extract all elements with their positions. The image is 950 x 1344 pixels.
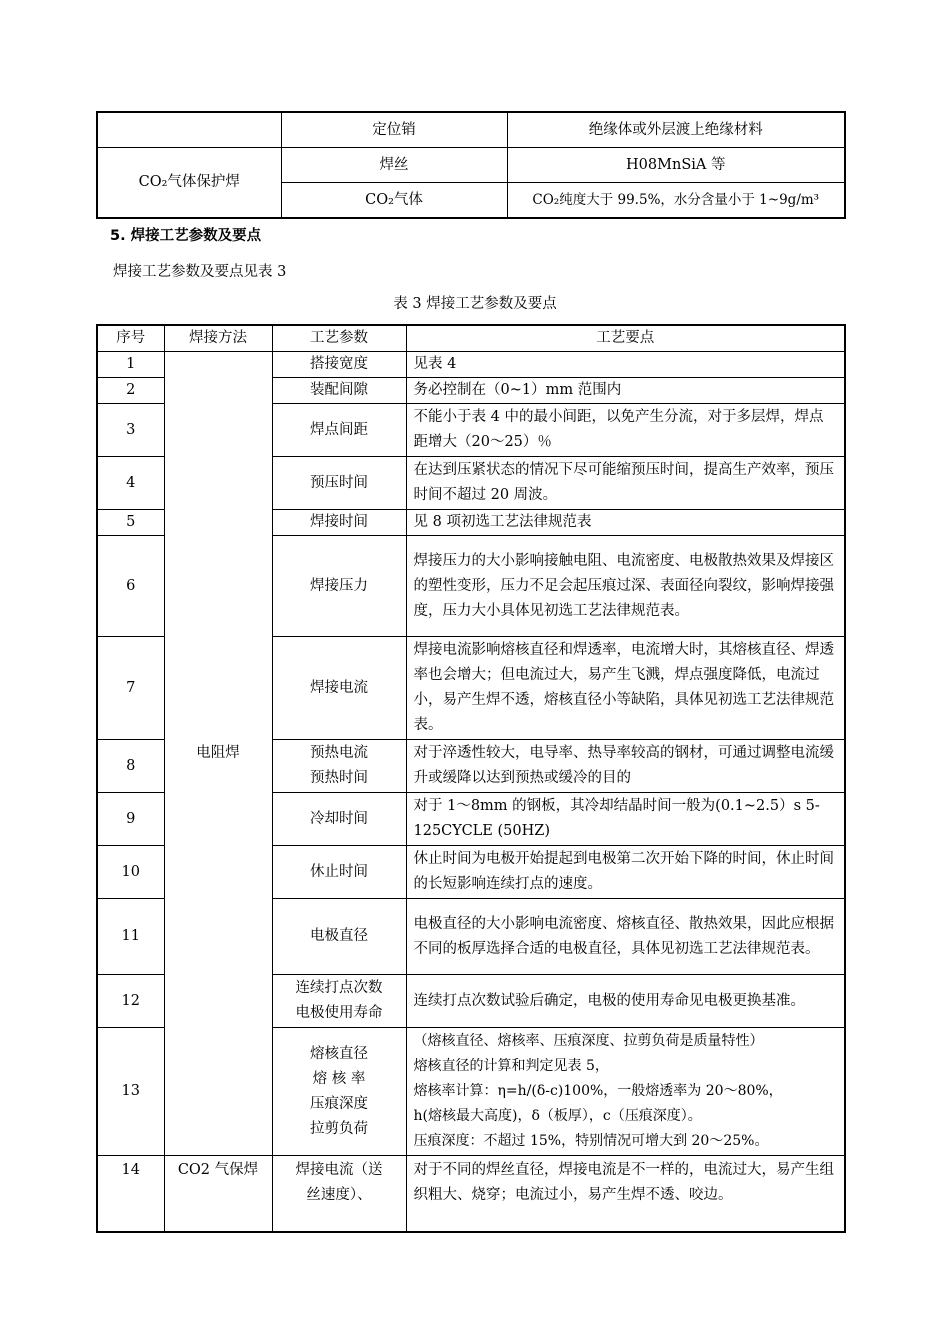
point-cell: 对于淬透性较大，电导率、热导率较高的钢材，可通过调整电流缓升或缓降以达到预热或缓冷的目的	[406, 740, 845, 793]
point-cell: 对于不同的焊丝直径，焊接电流是不一样的，电流过大，易产生组织粗大、烧穿；电流过小，易产生焊不透、咬边。	[406, 1156, 845, 1232]
row-number: 8	[97, 740, 164, 793]
table-cell: 定位销	[281, 112, 507, 148]
point-line: 熔核直径的计算和判定见表 5，	[413, 1058, 609, 1074]
point-line: 压痕深度：不超过 15%，特别情况可增大到 20～25%。	[413, 1133, 769, 1149]
param-line: 熔核直径	[310, 1045, 368, 1062]
table-caption: 表 3 焊接工艺参数及要点	[393, 296, 557, 312]
param-line: 拉剪负荷	[310, 1120, 368, 1137]
param-line: 电极使用寿命	[295, 1005, 383, 1021]
param-cell: 电极直径	[272, 899, 406, 975]
table-row	[97, 148, 845, 183]
method-cell: CO2 气保焊	[164, 1156, 272, 1232]
method-cell: 电阻焊	[164, 352, 272, 1156]
point-cell	[406, 1028, 845, 1156]
table-row	[97, 1156, 845, 1232]
point-cell: 不能小于表 4 中的最小间距，以免产生分流，对于多层焊，焊点距增大（20～25）％	[406, 404, 845, 457]
param-cell	[272, 1156, 406, 1232]
row-number: 3	[97, 404, 164, 457]
param-cell	[272, 740, 406, 793]
param-cell: 预压时间	[272, 457, 406, 510]
row-number: 13	[97, 1028, 164, 1156]
param-cell: 焊接时间	[272, 510, 406, 536]
row-number: 6	[97, 536, 164, 637]
param-line: 连续打点次数	[295, 980, 383, 996]
table-row	[97, 352, 845, 378]
param-cell: 焊接压力	[272, 536, 406, 637]
column-header: 工艺要点	[406, 325, 845, 352]
point-cell: 见 8 项初选工艺法律规范表	[406, 510, 845, 536]
point-line: （熔核直径、熔核率、压痕深度、拉剪负荷是质量特性）	[413, 1033, 764, 1049]
table-cell: CO₂气体保护焊	[97, 148, 281, 219]
param-line: 丝速度）、	[306, 1187, 372, 1203]
param-cell: 焊接电流	[272, 637, 406, 740]
table-cell: CO₂气体	[281, 183, 507, 219]
point-line: 熔核率计算：η=h/(δ-c)100%，一般熔透率为 20～80%，	[413, 1083, 783, 1099]
param-cell: 焊点间距	[272, 404, 406, 457]
param-cell	[272, 1028, 406, 1156]
param-cell: 搭接宽度	[272, 352, 406, 378]
point-cell: 焊接压力的大小影响接触电阻、电流密度、电极散热效果及焊接区的塑性变形，压力不足会起压痕过深、表面径向裂纹，影响焊接强度，压力大小具体见初选工艺法律规范表。	[406, 536, 845, 637]
section-heading: 5. 焊接工艺参数及要点	[110, 228, 262, 244]
param-cell: 休止时间	[272, 846, 406, 899]
welding-parameters-table	[96, 324, 846, 1233]
table-cell: 绝缘体或外层渡上绝缘材料	[507, 112, 845, 148]
point-cell: 连续打点次数试验后确定，电极的使用寿命见电极更换基准。	[406, 975, 845, 1028]
point-cell: 休止时间为电极开始提起到电极第二次开始下降的时间，休止时间的长短影响连续打点的速度。	[406, 846, 845, 899]
table-cell: H08MnSiA 等	[507, 148, 845, 183]
row-number: 4	[97, 457, 164, 510]
table-row	[97, 112, 845, 148]
point-cell: 见表 4	[406, 352, 845, 378]
point-cell: 对于 1～8mm 的钢板，其冷却结晶时间一般为(0.1~2.5）s 5-125CYCLE (50HZ)	[406, 793, 845, 846]
param-line: 预热电流	[310, 745, 368, 761]
param-line: 压痕深度	[310, 1095, 368, 1112]
row-number: 14	[97, 1156, 164, 1232]
param-cell: 装配间隙	[272, 378, 406, 404]
param-line: 预热时间	[310, 770, 368, 786]
param-cell	[272, 975, 406, 1028]
point-cell: 电极直径的大小影响电流密度、熔核直径、散热效果，因此应根据不同的板厚选择合适的电极直径，具体见初选工艺法律规范表。	[406, 899, 845, 975]
row-number: 11	[97, 899, 164, 975]
point-cell: 焊接电流影响熔核直径和焊透率，电流增大时，其熔核直径、焊透率也会增大；但电流过大，易产生飞溅，焊点强度降低，电流过小，易产生焊不透，熔核直径小等缺陷，具体见初选工艺法律规范表。	[406, 637, 845, 740]
table-header-row	[97, 325, 845, 352]
row-number: 7	[97, 637, 164, 740]
table-cell: CO₂纯度大于 99.5%，水分含量小于 1~9g/m³	[507, 183, 845, 219]
row-number: 12	[97, 975, 164, 1028]
table-cell	[97, 112, 281, 148]
point-cell: 在达到压紧状态的情况下尽可能缩预压时间，提高生产效率，预压时间不超过 20 周波。	[406, 457, 845, 510]
material-table	[96, 111, 846, 219]
column-header: 工艺参数	[272, 325, 406, 352]
table-cell: 焊丝	[281, 148, 507, 183]
row-number: 9	[97, 793, 164, 846]
param-line: 焊接电流（送	[295, 1162, 383, 1178]
row-number: 1	[97, 352, 164, 378]
section-paragraph: 焊接工艺参数及要点见表 3	[113, 264, 287, 280]
column-header: 序号	[97, 325, 164, 352]
point-line: h(熔核最大高度)，δ（板厚），c（压痕深度）。	[413, 1108, 702, 1124]
param-cell: 冷却时间	[272, 793, 406, 846]
row-number: 10	[97, 846, 164, 899]
point-cell: 务必控制在（0~1）mm 范围内	[406, 378, 845, 404]
column-header: 焊接方法	[164, 325, 272, 352]
row-number: 5	[97, 510, 164, 536]
param-line: 熔 核 率	[312, 1070, 366, 1087]
row-number: 2	[97, 378, 164, 404]
